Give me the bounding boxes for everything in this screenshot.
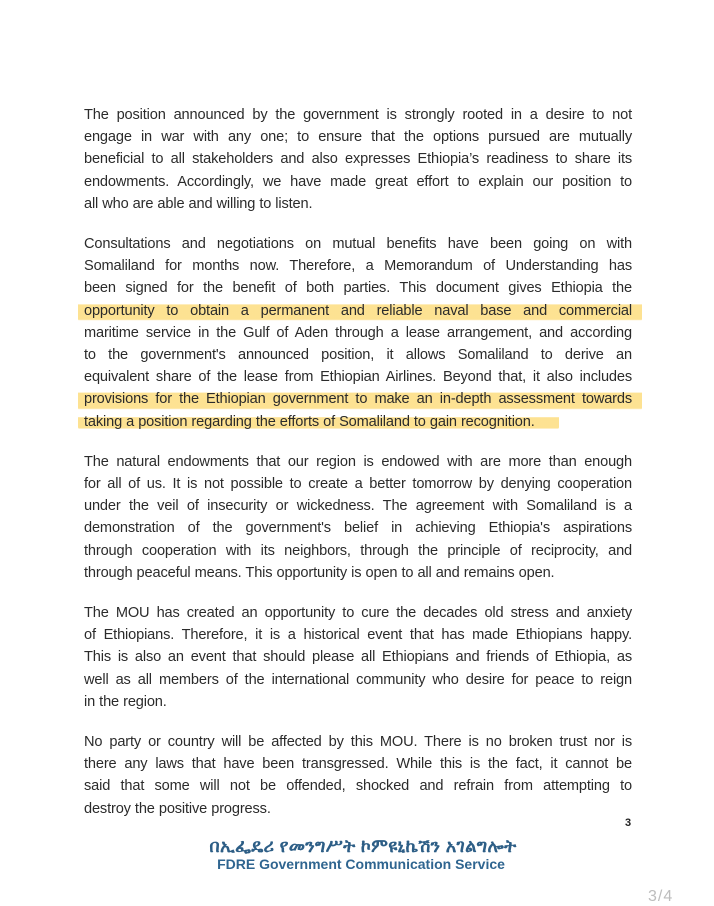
document-body bbox=[84, 104, 632, 838]
text-line: Consultations and negotiations on mutual benefits have been going on with bbox=[84, 236, 632, 253]
paragraph-3 bbox=[84, 451, 632, 584]
text-line: The position announced by the government is strongly rooted in a desire to not bbox=[84, 107, 632, 123]
text-line: all who are able and willing to listen. bbox=[84, 195, 313, 212]
text-line: well as all members of the international community who desire for peace to reign bbox=[84, 671, 632, 688]
page-number: 3 bbox=[625, 817, 632, 829]
text-line: No party or country will be affected by this MOU. There is no broken trust nor is bbox=[84, 734, 632, 751]
text-line: under the veil of insecurity or wickedness. The agreement with Somaliland is a bbox=[84, 498, 632, 515]
text-line: demonstration of the government's belief in achieving Ethiopia's aspirations bbox=[84, 520, 632, 537]
text-line: through peaceful means. This opportunity is open to all and remains open. bbox=[84, 564, 555, 581]
text-line: said that some will not be offended, shocked and refrain from attempting to bbox=[84, 778, 632, 795]
text-line: beneficial to all stakeholders and also expresses Ethiopia’s readiness to share its bbox=[84, 151, 632, 168]
highlighted-text-line: opportunity to obtain a permanent and reliable naval base and commercial bbox=[78, 300, 642, 322]
text-line: The natural endowments that our region is endowed with are more than enough bbox=[84, 453, 632, 470]
highlighted-text-line-wrapper bbox=[84, 411, 632, 433]
text-line: to the government's announced position, it allows Somaliland to derive an bbox=[84, 347, 632, 364]
viewer-page-indicator: 3/4 bbox=[648, 888, 674, 905]
text-line: there any laws that have been transgressed. While this is the fact, it cannot be bbox=[84, 756, 632, 773]
text-line: endowments. Accordingly, we have made great effort to explain our position to bbox=[84, 173, 632, 190]
text-line: in the region. bbox=[84, 693, 167, 710]
highlighted-text-line: provisions for the Ethiopian government to make an in-depth assessment towards bbox=[78, 388, 642, 410]
footer-english-title: FDRE Government Communication Service bbox=[217, 856, 505, 872]
text-line: Somaliland for months now. Therefore, a Memorandum of Understanding has bbox=[84, 258, 632, 275]
text-line: destroy the positive progress. bbox=[84, 800, 271, 817]
text-line: engage in war with any one; to ensure that the options pursued are mutually bbox=[84, 129, 632, 146]
paragraph-1 bbox=[84, 104, 632, 215]
footer-amharic-title: በኢፌዴሪ የመንግሥት ኮምዩኒኬሽን አገልግሎት bbox=[209, 836, 517, 856]
text-line: The MOU has created an opportunity to cure the decades old stress and anxiety bbox=[84, 605, 632, 622]
text-line: of Ethiopians. Therefore, it is a historical event that has made Ethiopians happy. bbox=[84, 627, 632, 644]
paragraph-5 bbox=[84, 731, 632, 820]
text-line: for all of us. It is not possible to create a better tomorrow by denying cooperation bbox=[84, 476, 632, 493]
highlighted-text-line: taking a position regarding the efforts of Somaliland to gain recognition. bbox=[78, 414, 559, 430]
paragraph-4 bbox=[84, 602, 632, 713]
text-line: This is also an event that should please all Ethiopians and friends of Ethiopia, as bbox=[84, 649, 632, 666]
text-line: equivalent share of the lease from Ethiopian Airlines. Beyond that, it also includes bbox=[84, 369, 632, 386]
text-line: maritime service in the Gulf of Aden through a lease arrangement, and according bbox=[84, 324, 632, 341]
text-line: through cooperation with its neighbors, through the principle of reciprocity, and bbox=[84, 542, 632, 559]
paragraph-2 bbox=[84, 233, 632, 433]
text-line: been signed for the benefit of both parties. This document gives Ethiopia the bbox=[84, 280, 632, 297]
